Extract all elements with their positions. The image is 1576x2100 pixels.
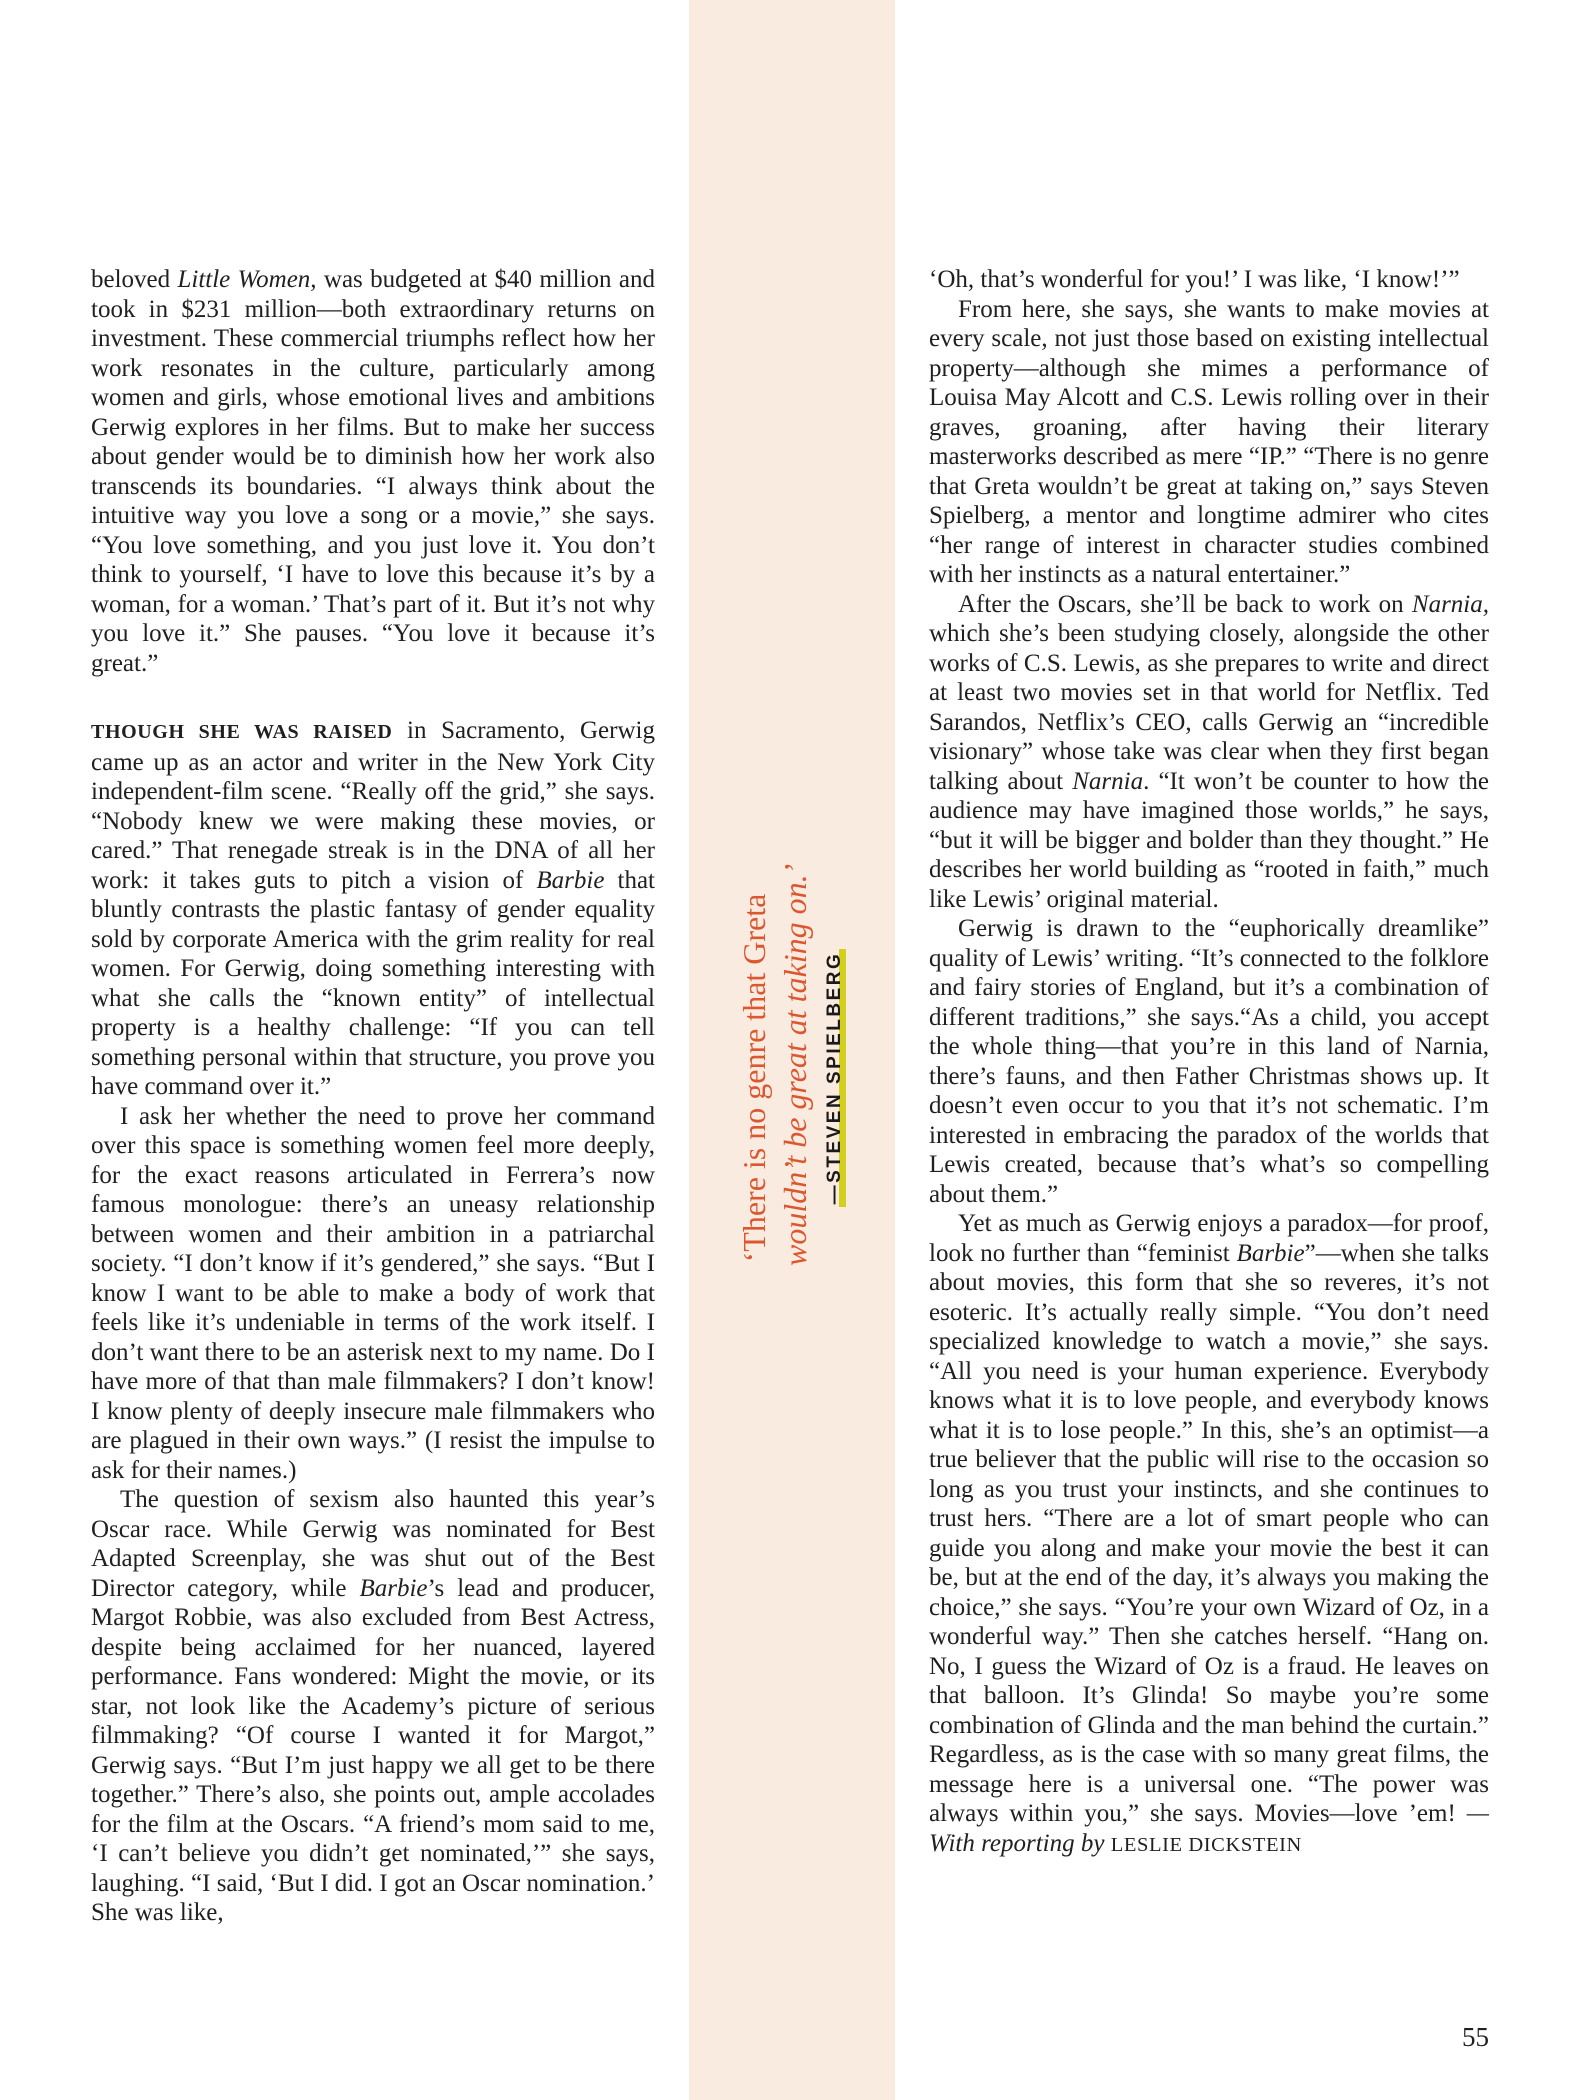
pull-quote-attribution-text: —STEVEN SPIELBERG xyxy=(824,949,846,1208)
paragraph xyxy=(929,590,1489,915)
paragraph xyxy=(91,716,655,1102)
text-segment: ‘Oh, that’s wonderful for you!’ I was like, ‘I know!’” xyxy=(929,266,1460,293)
paragraph xyxy=(929,914,1489,1209)
paragraph xyxy=(91,265,655,678)
text-segment: After the Oscars, she’ll be back to work on xyxy=(958,590,1412,618)
text-segment: Gerwig is drawn to the “euphorically dreamlike” quality of Lewis’ writing. “It’s connected to the folklore and fairy stories of England, but it’s a combination of different traditions,” she says.“As a child, you accept the whole thing—that you’re in this land of Narnia, there’s fauns, and then Father Christmas shows up. It doesn’t even occur to you that it’s not schematic. I’m interested in embracing the paradox of the worlds that Lewis created, because that’s what’s so compelling about them.” xyxy=(929,915,1489,1208)
text-segment: . “It won’t be counter to how the audience may have imagined those worlds,” he says, “but it will be bigger and bolder than they thought.” He describes her world building as “rooted in faith,” much like Lewis’ original material. xyxy=(929,767,1489,913)
paragraph xyxy=(929,1209,1489,1860)
text-segment: Barbie xyxy=(359,1574,428,1602)
text-segment: Barbie xyxy=(1236,1239,1305,1267)
pull-quote xyxy=(734,863,854,1266)
text-segment: Barbie xyxy=(536,866,605,894)
pull-quote-line-2: wouldn’t be great at taking on.’ xyxy=(777,863,813,1266)
text-segment: beloved xyxy=(91,266,178,293)
text-segment: that bluntly contrasts the plastic fantasy of gender equality sold by corporate America with the grim reality for real women. For Gerwig, doing something interesting with what she calls the “known entity” of intellectual property is a healthy challenge: “If you can tell something personal within that structure, you prove you have command over it.” xyxy=(91,866,655,1100)
text-segment: in Sacramento, Gerwig came up as an actor and writer in the New York City independent-film scene. “Really off the grid,” she says. “Nobody knew we were making these movies, or cared.” That renegade streak is in the DNA of all her work: it takes guts to pitch a vision of xyxy=(91,717,655,894)
pull-quote-attribution xyxy=(824,890,846,1266)
paragraph xyxy=(929,295,1489,590)
text-segment: was budgeted at $40 million and took in $231 million—both extraordinary returns on investment. These commercial triumphs reflect how her work resonates in the culture, particularly among women and girls, whose emotional lives and ambitions Gerwig explores in her films. But to make her success about gender would be to diminish how her work also transcends its boundaries. “I always think about the intuitive way you love a song or a movie,” she says. “You love something, and you just love it. You don’t think to yourself, ‘I have to love this because it’s by a woman, for a woman.’ That’s part of it. But it’s not why you love it.” She pauses. “You love it because it’s great.” xyxy=(91,266,655,677)
pull-quote-line-1: ‘There is no genre that Greta xyxy=(736,893,772,1263)
text-segment: LESLIE DICKSTEIN xyxy=(1110,1833,1302,1856)
text-segment: From here, she says, she wants to make movies at every scale, not just those based on existing intellectual property—although she mimes a performance of Louisa May Alcott and C.S. Lewis rolling over in their graves, groaning, after having their literary masterworks described as mere “IP.” “There is no genre that Greta wouldn’t be great at taking on,” says Steven Spielberg, a mentor and longtime admirer who cites “her range of interest in character studies combined with her instincts as a natural entertainer.” xyxy=(929,295,1489,588)
paragraph xyxy=(929,265,1489,295)
text-segment: The question of sexism also haunted this year’s Oscar race. While Gerwig was nominated for Best Adapted Screenplay, she was shut out of the Best Director category, while xyxy=(91,1486,655,1602)
text-segment: Yet as much as Gerwig enjoys a paradox—for proof, look no further than “feminist xyxy=(929,1210,1489,1267)
paragraph xyxy=(91,1102,655,1486)
text-segment: ’s lead and producer, Margot Robbie, was also excluded from Best Actress, despite being acclaimed for her nuanced, layered performance. Fans wondered: Might the movie, or its star, not look like the Academy’s picture of serious filmmaking? “Of course I wanted it for Margot,” Gerwig says. “But I’m just happy we all get to be there together.” There’s also, she points out, ample accolades for the film at the Oscars. “A friend’s mom said to me, ‘I can’t believe you didn’t get nominated,’” she says, laughing. “I said, ‘But I did. I got an Oscar nomination.’ She was like, xyxy=(91,1574,655,1926)
text-segment: I ask her whether the need to prove her command over this space is something women feel more deeply, for the exact reasons articulated in Ferrera’s now famous monologue: there’s an uneasy relationship between women and their ambition in a patriarchal society. “I don’t know if it’s gendered,” she says. “But I know I want to be able to make a body of work that feels like it’s undeniable in terms of the work itself. I don’t want there to be an asterisk next to my name. Do I have more of that than male filmmakers? I don’t know! I know plenty of deeply insecure male filmmakers who are plagued in their own ways.” (I resist the impulse to ask for their names.) xyxy=(91,1102,655,1484)
text-segment: Little Women, xyxy=(177,266,317,293)
text-segment: ”—when she talks about movies, this form that she so reveres, it’s not esoteric. It’s actually really simple. “You don’t need specialized knowledge to watch a movie,” she says. “All you need is your human experience. Everybody knows what it is to love people, and everybody knows what it is to lose people.” In this, she’s an optimist—a true believer that the public will rise to the occasion so long as you trust your instincts, and she continues to trust hers. “There are a lot of smart people who can guide you along and make your movie the best it can be, but at the end of the day, it’s always you making the choice,” she says. “You’re your own Wizard of Oz, in a wonderful way.” Then she catches herself. “Hang on. No, I guess the Wizard of Oz is a fraud. He leaves on that balloon. It’s Glinda! So maybe you’re some combination of Glinda and the man behind the curtain.” Regardless, as is the case with so many great films, the message here is a universal one. “The power was always within you,” she says. Movies—love ’em! xyxy=(929,1239,1489,1827)
page-number: 55 xyxy=(1462,2022,1489,2052)
text-segment: THOUGH SHE WAS RAISED xyxy=(91,721,393,743)
article-column-left xyxy=(91,265,655,1928)
text-segment: —With reporting by xyxy=(929,1800,1489,1857)
article-column-right xyxy=(929,265,1489,1860)
text-segment: Narnia xyxy=(1072,767,1144,795)
paragraph xyxy=(91,1485,655,1928)
text-segment: Narnia, xyxy=(1411,590,1489,618)
text-segment: which she’s been studying closely, alongside the other works of C.S. Lewis, as she prepares to write and direct at least two movies set in that world for Netflix. Ted Sarandos, Netflix’s CEO, calls Gerwig an “incredible visionary” whose take was clear when they first began talking about xyxy=(929,620,1489,795)
